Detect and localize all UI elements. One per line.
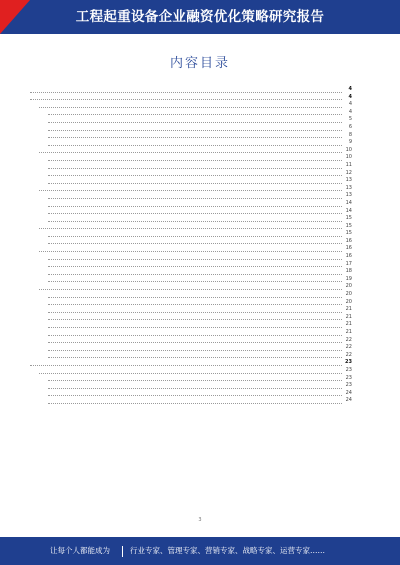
toc-section-entry[interactable] <box>30 306 352 314</box>
footer-banner <box>0 537 400 565</box>
toc-section-entry[interactable] <box>30 276 352 284</box>
toc-page-number: 24 <box>345 397 352 404</box>
toc-page-number: 23 <box>345 382 352 389</box>
toc-section-entry[interactable] <box>30 238 352 246</box>
toc-leader-dots <box>30 99 342 100</box>
toc-section-entry[interactable] <box>30 230 352 238</box>
toc-page-number: 8 <box>348 131 352 138</box>
toc-page-number: 4 <box>348 93 352 100</box>
toc-leader-dots <box>48 327 342 328</box>
toc-leader-dots <box>39 152 342 153</box>
toc-section-entry[interactable] <box>30 299 352 307</box>
toc-section-entry[interactable] <box>30 185 352 193</box>
toc-leader-dots <box>48 259 342 260</box>
toc-leader-dots <box>48 395 342 396</box>
toc-page-number: 19 <box>345 275 352 282</box>
toc-page-number: 23 <box>345 366 352 373</box>
toc-section-entry[interactable] <box>30 329 352 337</box>
toc-page-number: 17 <box>345 260 352 267</box>
toc-leader-dots <box>48 350 342 351</box>
toc-page-number: 11 <box>345 161 352 168</box>
toc-section-entry[interactable] <box>30 390 352 398</box>
toc-page-number: 13 <box>345 177 352 184</box>
toc-page-number: 20 <box>345 283 352 290</box>
toc-leader-dots <box>48 274 342 275</box>
toc-page-number: 15 <box>345 215 352 222</box>
toc-leader-dots <box>39 107 342 108</box>
toc-section-entry[interactable] <box>30 208 352 216</box>
toc-leader-dots <box>48 175 342 176</box>
toc-title: 内容目录 <box>169 56 230 71</box>
toc-leader-dots <box>39 251 342 252</box>
toc-page-number: 22 <box>345 336 352 343</box>
toc-leader-dots <box>48 122 342 123</box>
toc-page-number: 23 <box>345 374 352 381</box>
footer-divider <box>122 546 123 557</box>
toc-leader-dots <box>48 145 342 146</box>
toc-section-entry[interactable] <box>30 101 352 109</box>
toc-page-number: 15 <box>345 222 352 229</box>
toc-leader-dots <box>39 289 342 290</box>
toc-page-number: 12 <box>345 169 352 176</box>
toc-page-number: 22 <box>345 344 352 351</box>
toc-section-entry[interactable] <box>30 344 352 352</box>
toc-section-entry[interactable] <box>30 170 352 178</box>
toc-section-entry[interactable] <box>30 261 352 269</box>
toc-section-entry[interactable] <box>30 367 352 375</box>
footer-expert-list: 行业专家、管理专家、营销专家、战略专家、运营专家…… <box>130 546 325 555</box>
toc-leader-dots <box>48 198 342 199</box>
table-of-contents <box>30 86 352 405</box>
toc-leader-dots <box>48 266 342 267</box>
toc-page-number: 22 <box>345 351 352 358</box>
toc-leader-dots <box>48 221 342 222</box>
toc-leader-dots <box>48 114 342 115</box>
toc-page-number: 13 <box>345 192 352 199</box>
toc-leader-dots <box>48 297 342 298</box>
toc-page-number: 18 <box>345 268 352 275</box>
toc-leader-dots <box>48 130 342 131</box>
toc-section-entry[interactable] <box>30 253 352 261</box>
toc-leader-dots <box>48 380 342 381</box>
toc-page-number: 23 <box>345 359 352 366</box>
toc-leader-dots <box>48 357 342 358</box>
toc-section-entry[interactable] <box>30 375 352 383</box>
toc-page-number: 9 <box>348 139 352 146</box>
toc-section-entry[interactable] <box>30 382 352 390</box>
page-title: 工程起重设备企业融资优化策略研究报告 <box>75 9 325 25</box>
toc-section-entry[interactable] <box>30 245 352 253</box>
toc-page-number: 21 <box>345 329 352 335</box>
toc-section-entry[interactable] <box>30 291 352 299</box>
toc-leader-dots <box>48 236 342 237</box>
footer-slogan: 让每个人都能成为 <box>50 546 110 555</box>
toc-leader-dots <box>48 403 342 404</box>
toc-page-number: 16 <box>345 245 352 252</box>
toc-page-number: 4 <box>348 108 352 115</box>
toc-chapter-entry[interactable] <box>30 94 352 102</box>
toc-page-number: 6 <box>348 123 352 130</box>
toc-leader-dots <box>48 312 342 313</box>
toc-chapter-entry[interactable] <box>30 86 352 94</box>
toc-section-entry[interactable] <box>30 124 352 132</box>
toc-page-number: 15 <box>345 230 352 237</box>
toc-page-number: 16 <box>345 237 352 244</box>
toc-section-entry[interactable] <box>30 283 352 291</box>
toc-section-entry[interactable] <box>30 321 352 329</box>
page-number: 3 <box>198 517 202 523</box>
toc-section-entry[interactable] <box>30 132 352 140</box>
toc-leader-dots <box>48 183 342 184</box>
toc-section-entry[interactable] <box>30 314 352 322</box>
toc-page-number: 14 <box>345 199 352 206</box>
toc-section-entry[interactable] <box>30 116 352 124</box>
toc-leader-dots <box>39 373 342 374</box>
toc-leader-dots <box>39 190 342 191</box>
toc-leader-dots <box>30 92 342 93</box>
toc-leader-dots <box>48 137 342 138</box>
toc-section-entry[interactable] <box>30 352 352 360</box>
toc-section-entry[interactable] <box>30 109 352 117</box>
toc-page-number: 14 <box>345 207 352 214</box>
toc-page-number: 20 <box>345 291 352 298</box>
toc-section-entry[interactable] <box>30 200 352 208</box>
toc-page-number: 20 <box>345 298 352 305</box>
toc-section-entry[interactable] <box>30 162 352 170</box>
toc-page-number: 10 <box>345 154 352 161</box>
toc-leader-dots <box>48 206 342 207</box>
toc-page-number: 4 <box>348 86 352 92</box>
header-banner <box>0 0 400 34</box>
toc-section-entry[interactable] <box>30 268 352 276</box>
toc-leader-dots <box>48 388 342 389</box>
toc-leader-dots <box>48 335 342 336</box>
toc-chapter-entry[interactable] <box>30 359 352 367</box>
toc-page-number: 21 <box>345 313 352 320</box>
toc-leader-dots <box>48 342 342 343</box>
toc-leader-dots <box>48 243 342 244</box>
toc-page-number: 5 <box>348 116 352 123</box>
toc-leader-dots <box>48 304 342 305</box>
toc-section-entry[interactable] <box>30 337 352 345</box>
toc-leader-dots <box>48 281 342 282</box>
toc-section-entry[interactable] <box>30 147 352 155</box>
toc-section-entry[interactable] <box>30 223 352 231</box>
toc-section-entry[interactable] <box>30 397 352 405</box>
toc-section-entry[interactable] <box>30 154 352 162</box>
toc-page-number: 4 <box>348 101 352 108</box>
toc-section-entry[interactable] <box>30 215 352 223</box>
toc-leader-dots <box>48 168 342 169</box>
toc-page-number: 21 <box>345 306 352 313</box>
toc-page-number: 21 <box>345 321 352 328</box>
toc-section-entry[interactable] <box>30 177 352 185</box>
toc-leader-dots <box>48 160 342 161</box>
toc-page-number: 24 <box>345 389 352 396</box>
toc-leader-dots <box>30 365 342 366</box>
toc-leader-dots <box>48 213 342 214</box>
toc-page-number: 13 <box>345 184 352 191</box>
toc-section-entry[interactable] <box>30 139 352 147</box>
toc-section-entry[interactable] <box>30 192 352 200</box>
toc-leader-dots <box>48 319 342 320</box>
toc-leader-dots <box>39 228 342 229</box>
toc-page-number: 16 <box>345 253 352 260</box>
toc-page-number: 10 <box>345 146 352 153</box>
